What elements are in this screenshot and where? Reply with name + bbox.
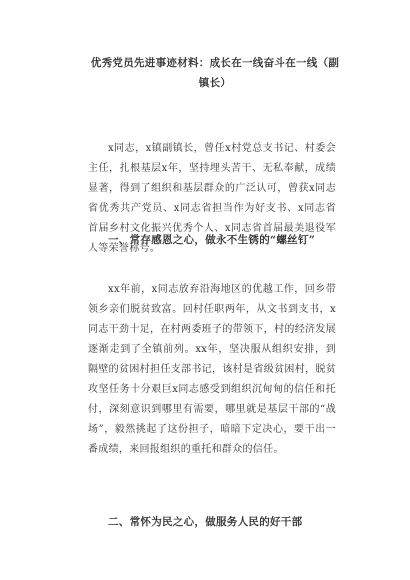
- section-heading-1: 一、常存感恩之心，做永不生锈的“螺丝钉”: [108, 234, 316, 246]
- paragraph-intro: x同志，x镇副镇长，曾任x村党总支书记、村委会主任，扎根基层x年，坚持埋头苦干、无私奉献，成绩显著，得到了组织和基层群众的广泛认可，曾获x同志省优秀共产党员、x同志省担当作为好支书、x同志省首届乡村文化振兴优秀个人、x同志省首届最美退役军人等荣誉称号。: [88, 143, 336, 254]
- document-title: 优秀党员先进事迹材料：成长在一线奋斗在一线（副镇长）: [90, 57, 340, 89]
- paragraph-section-1: xx年前，x同志放弃沿海地区的优越工作，回乡带领乡亲们脱贫致富。回村任职两年，从文书到支书，x同志干劲十足，在村两委班子的带领下，村的经济发展逐渐走到了全镇前列。xx年，坚决服从组织安排，到隔壁的贫困村担任支部书记，该村是省级贫困村，脱贫攻坚任务十分艰巨x同志感受到组织沉甸甸的信任和托付，深刻意识到哪里有需要，哪里就是基层干部的“战场”，毅然挑起了这份担子，暗暗下定决心，要干出一番成绩，来回报组织的重托和群众的信任。: [88, 284, 336, 455]
- section-heading-2: 二、常怀为民之心，做服务人民的好干部: [108, 516, 303, 528]
